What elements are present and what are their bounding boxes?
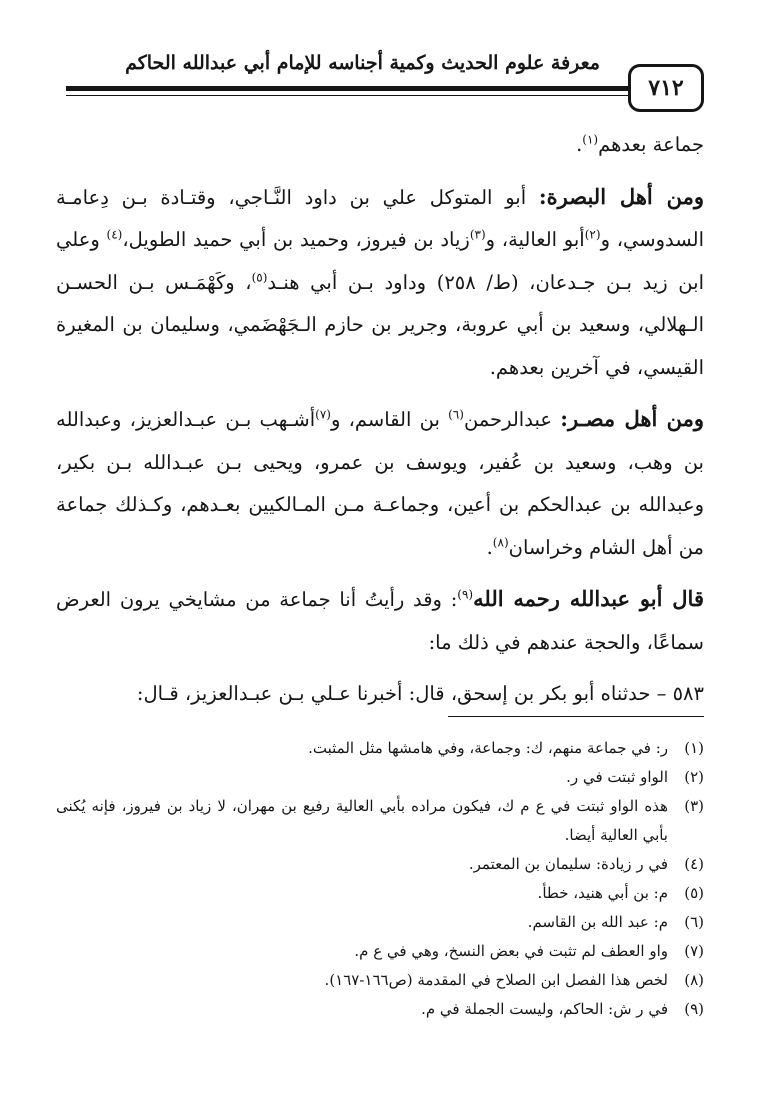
paragraph-hadith-583 xyxy=(56,673,704,716)
paragraph-basra xyxy=(56,176,704,390)
header-rule-thin xyxy=(66,95,628,96)
basra-text-2: أبو العالية، و xyxy=(485,228,585,251)
hakim-heading: قال أبو عبدالله رحمه الله xyxy=(473,586,704,611)
header-rule-thick xyxy=(66,86,628,91)
footnote-ref-6[interactable]: (٦) xyxy=(448,407,464,422)
paragraph-1 xyxy=(56,124,704,167)
misr-heading: ومن أهل مصـر: xyxy=(560,406,704,431)
footnote-ref-1[interactable]: (١) xyxy=(582,132,599,147)
basra-text-5: ، وكَهْمَـس بـن الحسـن الـهلالي، وسعيد بن أبي عروبة، وجرير بن حازم الـجَهْضَمي، وسليمان بن المغيرة القيسي، في آخرين بعدهم. xyxy=(56,270,704,379)
footnote-5 xyxy=(56,879,704,908)
footnote-number: (٨) xyxy=(684,971,704,989)
paragraph-1-end: . xyxy=(576,133,583,156)
footnote-text: ر: في جماعة منهم، ك: وجماعة، وفي هامشها مثل المثبت. xyxy=(308,739,668,757)
footnote-number: (٢) xyxy=(684,768,704,786)
misr-text-1: عبدالرحمن xyxy=(463,408,561,431)
footnote-separator xyxy=(448,716,704,717)
hadith-583-text: ٥٨٣ – حدثناه أبو بكر بن إسحق، قال: أخبرنا عـلي بـن عبـدالعزيز، قـال: xyxy=(136,682,704,705)
page-number: ٧١٢ xyxy=(648,75,684,101)
footnote-3 xyxy=(56,792,704,850)
footnote-number: (٧) xyxy=(684,942,704,960)
footnote-text: في ر زيادة: سليمان بن المعتمر. xyxy=(468,855,668,873)
footnote-2 xyxy=(56,763,704,792)
footnote-ref-8[interactable]: (٨) xyxy=(492,535,509,549)
footnote-text: في ر ش: الحاكم، وليست الجملة في م. xyxy=(421,1000,668,1018)
footnote-6 xyxy=(56,908,704,937)
misr-text-3: أشـهب بـن عبـدالعزيز، وعبدالله بن وهب، وسعيد بن عُفير، ويوسف بن عمرو، ويحيى بـن عبـدالله بـن بكير، وعبدالله بن عبدالحكم بن أعين، وجماعـة مـن المـالكيين بعـدهم، وكـذلك جماعة من أهل الشام وخراسان xyxy=(56,408,705,559)
main-text xyxy=(56,124,704,716)
footnote-text: م: بن أبي هنيد، خطأ. xyxy=(537,884,668,902)
footnote-text: هذه الواو ثبتت في ع م ك، فيكون مراده بأبي العالية رفيع بن مهران، لا زياد بن فيروز، فإنه يُكنى بأبي العالية أيضا. xyxy=(56,797,668,844)
basra-text-3: زياد بن فيروز، وحميد بن أبي حميد الطويل، xyxy=(122,228,470,251)
misr-end: . xyxy=(486,535,493,559)
footnote-8 xyxy=(56,966,704,995)
footnotes xyxy=(56,734,704,1024)
footnote-number: (٤) xyxy=(684,855,704,873)
paragraph-misr xyxy=(56,398,704,569)
footnote-ref-7[interactable]: (٧) xyxy=(315,407,331,422)
footnote-text: لخص هذا الفصل ابن الصلاح في المقدمة (ص١٦٦-١٦٧). xyxy=(324,971,668,989)
footnote-number: (١) xyxy=(684,739,704,757)
running-head-title: معرفة علوم الحديث وكمية أجناسه للإمام أبي عبدالله الحاكم xyxy=(125,52,600,74)
footnote-number: (٣) xyxy=(684,797,704,815)
footnote-text: الواو ثبتت في ر. xyxy=(566,768,668,786)
footnote-ref-4[interactable]: (٤) xyxy=(106,227,123,242)
hakim-text: : وقد رأيتُ أنا جماعة من مشايخي يرون العرض سماعًا، والحجة عندهم في ذلك ما: xyxy=(56,588,704,654)
basra-text-1: أبو المتوكل علي بن داود النَّـاجي، وقتـادة بـن دِعامـة السدوسي، و xyxy=(56,185,704,251)
footnote-4 xyxy=(56,850,704,879)
footnote-number: (٥) xyxy=(684,884,704,902)
footnote-1 xyxy=(56,734,704,763)
footnote-ref-2[interactable]: (٢) xyxy=(584,227,601,242)
footnote-9 xyxy=(56,995,704,1024)
footnote-ref-5[interactable]: (٥) xyxy=(251,270,268,284)
paragraph-hakim xyxy=(56,578,704,664)
footnote-text: واو العطف لم تثبت في بعض النسخ، وهي في ع م. xyxy=(354,942,668,960)
footnote-text: م: عبد الله بن القاسم. xyxy=(527,913,668,931)
footnote-7 xyxy=(56,937,704,966)
footnote-ref-9[interactable]: (٩) xyxy=(457,587,474,602)
basra-text-4: وعلي ابن زيد بـن جـدعان، (ط/ ٢٥٨) وداود بـن أبي هنـد xyxy=(56,228,704,294)
page-number-box xyxy=(628,64,704,112)
misr-text-2: بن القاسم، و xyxy=(330,408,449,431)
paragraph-1-text: جماعة بعدهم xyxy=(598,133,704,156)
basra-heading: ومن أهل البصرة: xyxy=(538,183,704,209)
footnote-number: (٩) xyxy=(684,1000,704,1018)
footnote-ref-3[interactable]: (٣) xyxy=(469,227,486,242)
footnote-number: (٦) xyxy=(684,913,704,931)
